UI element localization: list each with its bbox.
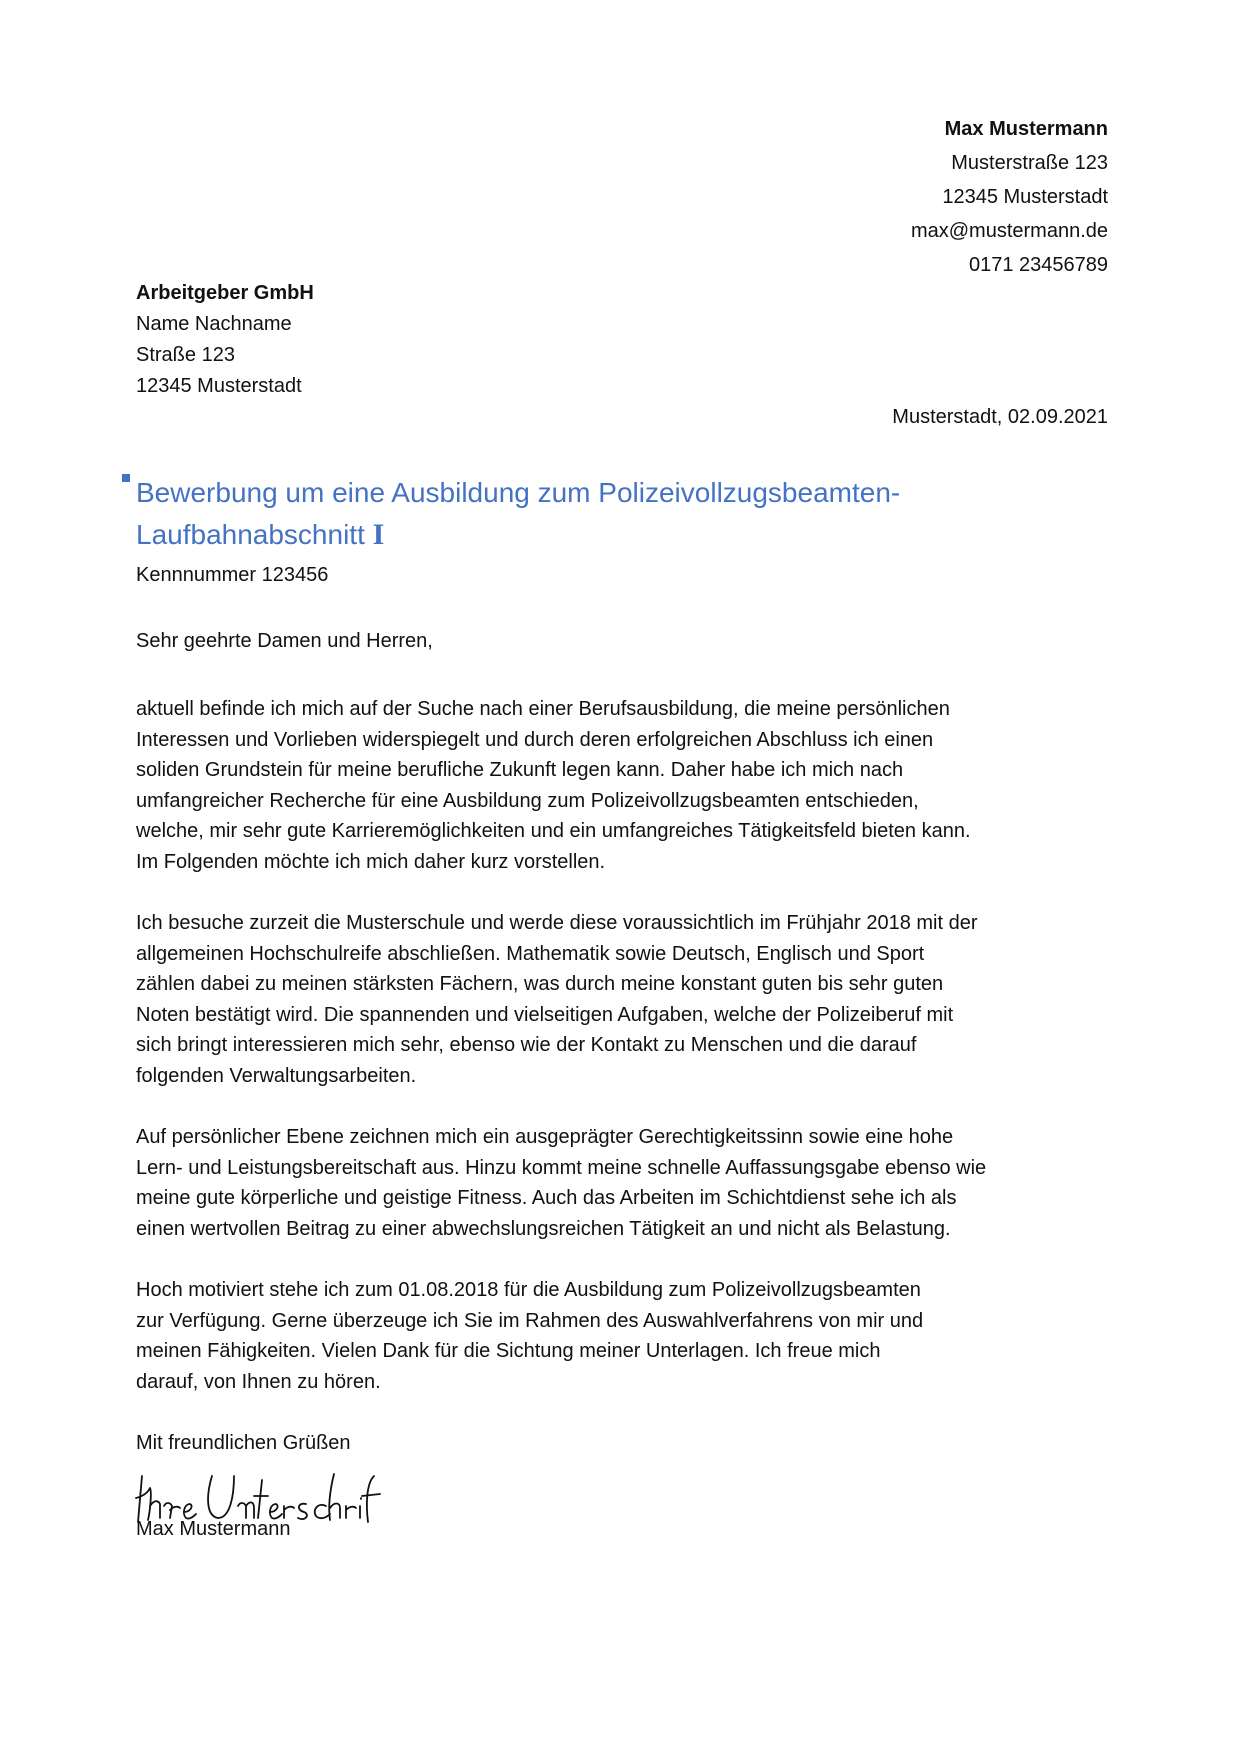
subject-line-2-text: Laufbahnabschnitt [136,519,373,550]
sender-address [911,112,1108,282]
paragraph-line: welche, mir sehr gute Karrieremöglichkeiten und ein umfangreiches Tätigkeitsfeld bieten kann. [136,820,971,842]
paragraph-line: zählen dabei zu meinen stärksten Fächern, was durch meine konstant guten bis sehr guten [136,973,944,995]
subject-line-2 [136,514,900,556]
subject-roman-numeral: I [372,518,385,551]
paragraph-line: soliden Grundstein für meine berufliche Zukunft legen kann. Daher habe ich mich nach [136,759,904,781]
paragraph-line: Lern- und Leistungsbereitschaft aus. Hinzu kommt meine schnelle Auffassungsgabe ebenso wie [136,1156,987,1179]
recipient-city: 12345 Musterstadt [136,375,302,397]
paragraph-line: Im Folgenden möchte ich mich daher kurz vorstellen. [136,850,606,873]
recipient-contact: Name Nachname [136,313,292,335]
paragraph-line: meinen Fähigkeiten. Vielen Dank für die Sichtung meiner Unterlagen. Ich freue mich [136,1340,881,1362]
paragraph-line: allgemeinen Hochschulreife abschließen. Mathematik sowie Deutsch, Englisch und Sport [136,942,925,965]
closing-phrase: Mit freundlichen Grüßen [136,1432,351,1454]
paragraph-line: zur Verfügung. Gerne überzeuge ich Sie im Rahmen des Auswahlverfahrens von mir und [136,1309,924,1332]
paragraph-1 [136,694,971,877]
signed-name: Max Mustermann [136,1518,291,1540]
paragraph-line: darauf, von Ihnen zu hören. [136,1370,381,1393]
paragraph-line: Hoch motiviert stehe ich zum 01.08.2018 für die Ausbildung zum Polizeivollzugsbeamten [136,1279,921,1301]
reference-number: Kennnummer 123456 [136,564,329,586]
paragraph-2 [136,908,978,1091]
paragraph-line: Noten bestätigt wird. Die spannenden und vielseitigen Aufgaben, welche der Polizeiberuf mit [136,1003,954,1026]
date-line: Musterstadt, 02.09.2021 [892,406,1108,428]
sender-city: 12345 Musterstadt [942,186,1108,208]
sender-phone: 0171 23456789 [968,254,1108,276]
sender-email: max@mustermann.de [910,220,1108,242]
paragraph-line: Auf persönlicher Ebene zeichnen mich ein ausgeprägter Gerechtigkeitssinn sowie eine hohe [136,1126,954,1148]
sender-name: Max Mustermann [944,118,1108,140]
paragraph-4 [136,1275,923,1397]
paragraph-line: aktuell befinde ich mich auf der Suche nach einer Berufsausbildung, die meine persönlichen [136,698,950,720]
subject-heading [136,472,900,556]
paragraph-line: folgenden Verwaltungsarbeiten. [136,1064,417,1087]
paragraph-line: einen wertvollen Beitrag zu einer abwechslungsreichen Tätigkeit an und nicht als Belastung. [136,1217,951,1240]
recipient-company: Arbeitgeber GmbH [136,282,314,304]
paragraph-3 [136,1122,986,1244]
recipient-address [136,278,314,402]
heading-marker [122,474,130,482]
paragraph-line: umfangreicher Recherche für eine Ausbildung zum Polizeivollzugsbeamten entschieden, [136,789,919,812]
paragraph-line: Interessen und Vorlieben widerspiegelt und durch deren erfolgreichen Abschluss ich einen [136,728,934,751]
paragraph-line: meine gute körperliche und geistige Fitness. Auch das Arbeiten im Schichtdienst sehe ich als [136,1187,957,1209]
recipient-street: Straße 123 [136,344,235,366]
sender-street: Musterstraße 123 [951,152,1108,174]
salutation: Sehr geehrte Damen und Herren, [136,630,433,652]
paragraph-line: sich bringt interessieren mich sehr, ebenso wie der Kontakt zu Menschen und die darauf [136,1034,917,1056]
paragraph-line: Ich besuche zurzeit die Musterschule und werde diese voraussichtlich im Frühjahr 2018 mit der [136,912,978,934]
subject-line-1: Bewerbung um eine Ausbildung zum Polizeivollzugsbeamten- [136,477,901,508]
